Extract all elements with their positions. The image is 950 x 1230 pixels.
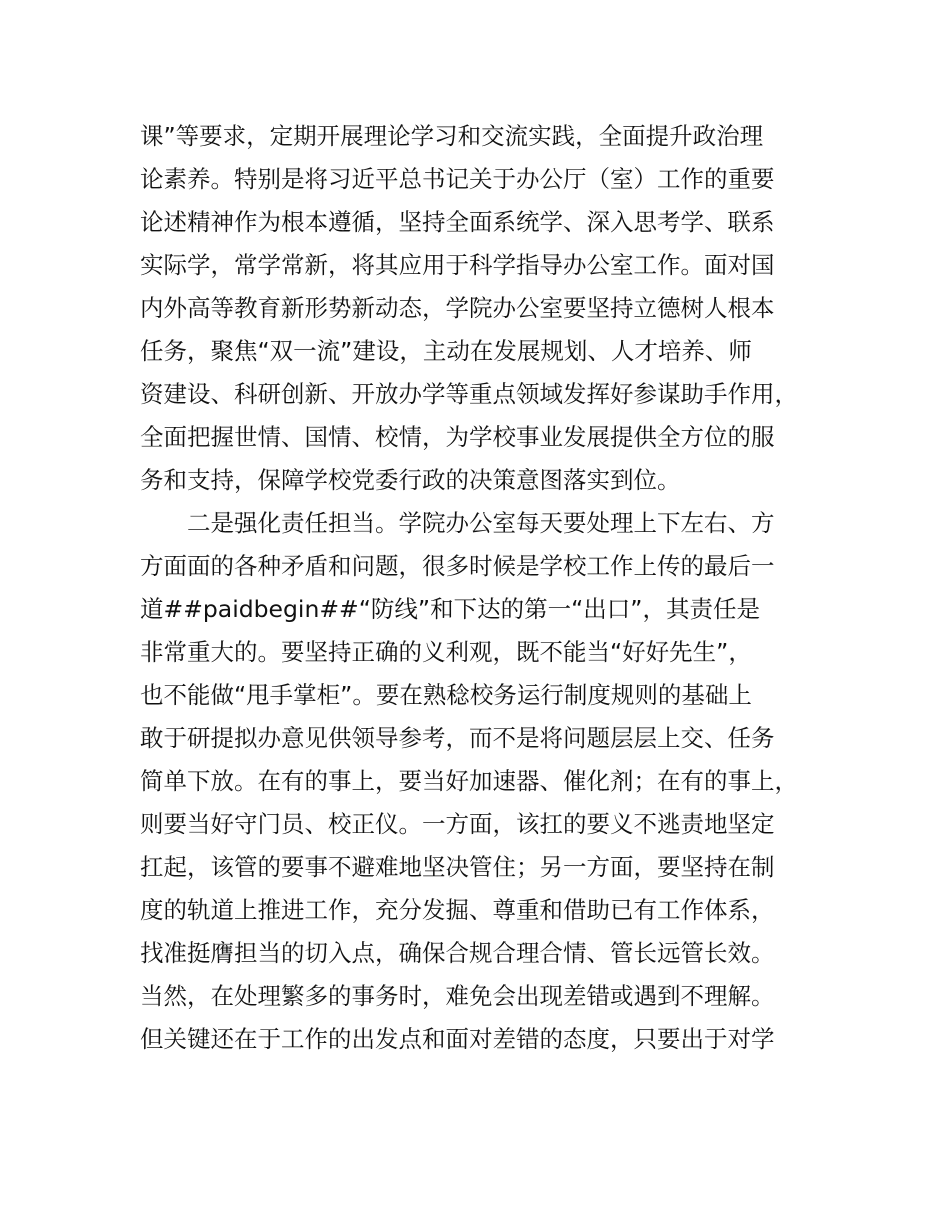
text-line: 资建设、科研创新、开放办学等重点领域发挥好参谋助手作用， [140, 380, 798, 408]
text-line: 实际学，常学常新，将其应用于科学指导办公室工作。面对国 [140, 251, 775, 279]
text-line: 任务，聚焦“双一流”建设，主动在发展规划、人才培养、师 [140, 337, 752, 365]
text-line: 道##paidbegin##“防线”和下达的第一“出口”，其责任是 [140, 595, 760, 623]
text-line: 务和支持，保障学校党委行政的决策意图落实到位。 [140, 466, 681, 494]
text-line: 找准挺膺担当的切入点，确保合规合理合情、管长远管长效。 [140, 939, 775, 967]
text-line: 论述精神作为根本遵循，坚持全面系统学、深入思考学、联系 [140, 208, 775, 236]
text-line: 度的轨道上推进工作，充分发掘、尊重和借助已有工作体系， [140, 896, 775, 924]
paragraph-2 [140, 502, 840, 1061]
text-line: 扛起，该管的要事不避难地坚决管住；另一方面，要坚持在制 [140, 853, 775, 881]
text-line: 当然，在处理繁多的事务时，难免会出现差错或遇到不理解。 [140, 982, 775, 1010]
text-line: 课”等要求，定期开展理论学习和交流实践，全面提升政治理 [140, 122, 764, 150]
text-line: 非常重大的。要坚持正确的义利观，既不能当“好好先生”， [140, 638, 752, 666]
body-text [140, 115, 840, 1061]
text-line: 二是强化责任担当。学院办公室每天要处理上下左右、方 [140, 509, 775, 537]
text-line: 方面面的各种矛盾和问题，很多时候是学校工作上传的最后一 [140, 552, 775, 580]
text-line: 但关键还在于工作的出发点和面对差错的态度，只要出于对学 [140, 1025, 775, 1053]
text-line: 敢于研提拟办意见供领导参考，而不是将问题层层上交、任务 [140, 724, 775, 752]
text-line: 论素养。特别是将习近平总书记关于办公厅（室）工作的重要 [140, 165, 775, 193]
text-line: 简单下放。在有的事上，要当好加速器、催化剂；在有的事上， [140, 767, 798, 795]
text-line: 则要当好守门员、校正仪。一方面，该扛的要义不逃责地坚定 [140, 810, 775, 838]
paragraph-1 [140, 115, 840, 502]
text-line: 全面把握世情、国情、校情，为学校事业发展提供全方位的服 [140, 423, 775, 451]
text-line: 也不能做“甩手掌柜”。要在熟稔校务运行制度规则的基础上 [140, 681, 752, 709]
text-line: 内外高等教育新形势新动态，学院办公室要坚持立德树人根本 [140, 294, 775, 322]
